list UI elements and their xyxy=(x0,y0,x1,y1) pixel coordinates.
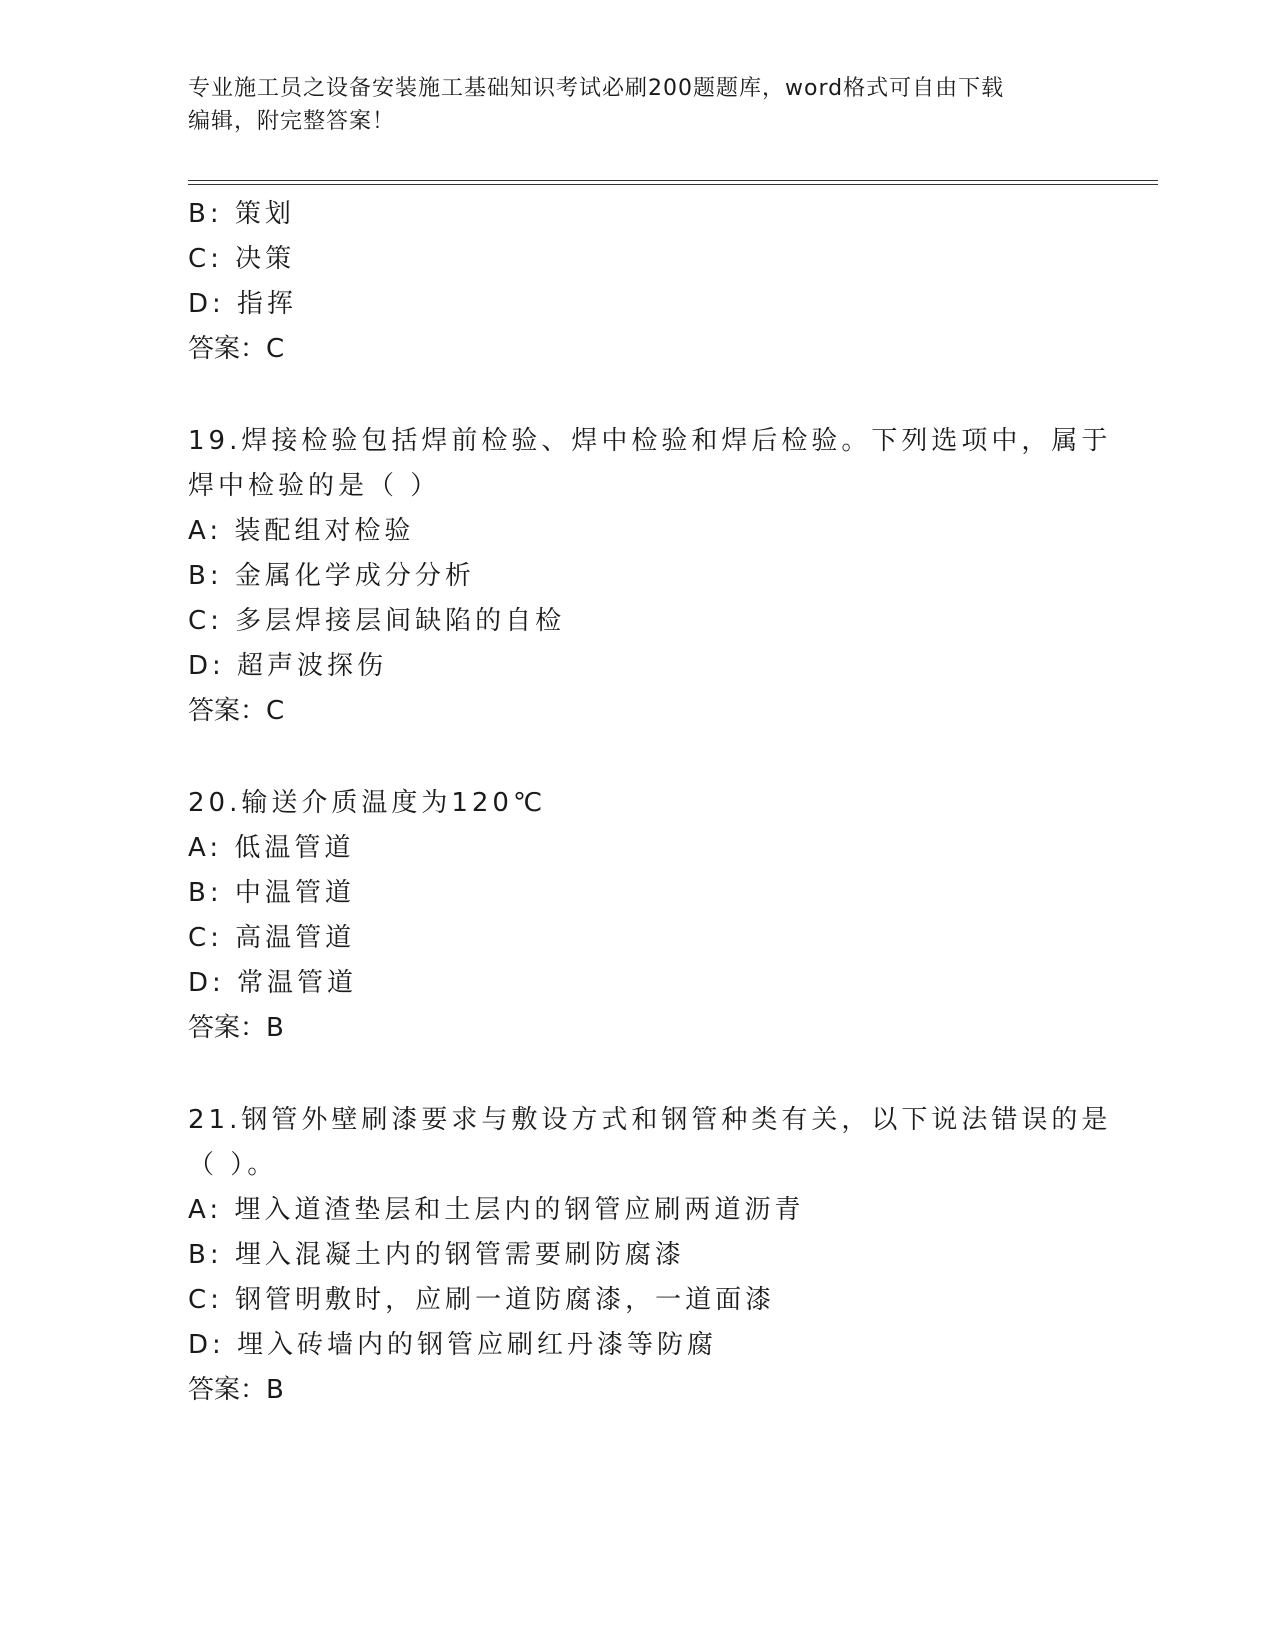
header-title-line-2: 编辑，附完整答案！ xyxy=(188,109,396,134)
question-19 xyxy=(188,419,1112,734)
option-b: B: 策划 xyxy=(188,199,295,229)
option-b: B: 金属化学成分分析 xyxy=(188,561,475,591)
option-c: C: 高温管道 xyxy=(188,923,356,953)
question-20 xyxy=(188,781,1088,1051)
header-rule-top xyxy=(188,180,1158,181)
option-b: B: 中温管道 xyxy=(188,878,355,908)
option-c: C: 钢管明敷时，应刷一道防腐漆，一道面漆 xyxy=(188,1285,776,1315)
document-body xyxy=(188,192,1112,1413)
option-a: A: 装配组对检验 xyxy=(188,516,415,546)
answer-line: 答案：C xyxy=(188,696,285,726)
answer-line: 答案：C xyxy=(188,334,285,364)
option-d: D: 埋入砖墙内的钢管应刷红丹漆等防腐 xyxy=(188,1330,718,1360)
question-stem-line-2: （ ）。 xyxy=(188,1150,278,1180)
option-b: B: 埋入混凝土内的钢管需要刷防腐漆 xyxy=(188,1240,685,1270)
option-a: A: 低温管道 xyxy=(188,833,355,863)
question-stem-line-1: 20.输送介质温度为120℃ xyxy=(188,788,547,818)
header-title-line-1: 专业施工员之设备安装施工基础知识考试必刷200题题库，word格式可自由下载 xyxy=(188,76,1005,101)
option-d: D: 指挥 xyxy=(188,289,298,319)
document-header xyxy=(188,72,1088,138)
question-stem-line-1: 21.钢管外壁刷漆要求与敷设方式和钢管种类有关，以下说法错误的是 xyxy=(188,1105,1112,1135)
answer-line: 答案：B xyxy=(188,1013,284,1043)
question-18-continued xyxy=(188,192,1088,372)
question-stem-line-1: 19.焊接检验包括焊前检验、焊中检验和焊后检验。下列选项中，属于 xyxy=(188,426,1112,456)
question-21 xyxy=(188,1098,1112,1413)
option-d: D: 常温管道 xyxy=(188,968,358,998)
question-stem-line-2: 焊中检验的是（ ） xyxy=(188,471,441,501)
option-d: D: 超声波探伤 xyxy=(188,651,388,681)
option-c: C: 决策 xyxy=(188,244,296,274)
answer-line: 答案：B xyxy=(188,1375,284,1405)
header-rule-bottom xyxy=(188,184,1158,185)
option-c: C: 多层焊接层间缺陷的自检 xyxy=(188,606,566,636)
option-a: A: 埋入道渣垫层和土层内的钢管应刷两道沥青 xyxy=(188,1195,805,1225)
